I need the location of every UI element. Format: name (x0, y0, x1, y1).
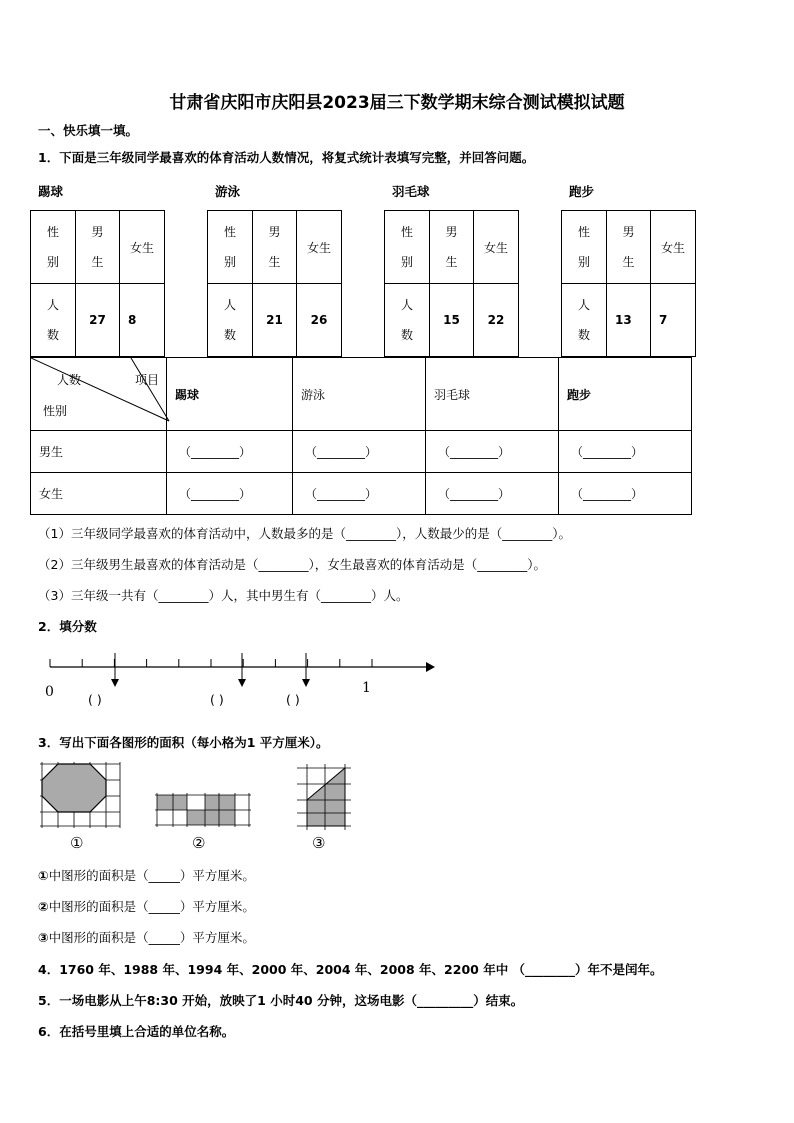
fraction-blank[interactable]: ( ) (88, 692, 102, 707)
header-boys: 男 生 (607, 211, 651, 284)
figure-label-2: ② (192, 834, 206, 852)
question-2: 2．填分数 (38, 619, 97, 634)
header-gender: 性 别 (208, 211, 253, 284)
header-girls: 女生 (474, 211, 519, 284)
shaded-trapezoid (307, 768, 345, 826)
question-6: 6．在括号里填上合适的单位名称。 (38, 1024, 235, 1039)
girls-count: 22 (474, 284, 519, 357)
area-figure-1 (40, 762, 124, 828)
header-boys: 男 生 (253, 211, 297, 284)
question-3: 3．写出下面各图形的面积（每小格为1 平方厘米）。 (38, 735, 329, 750)
answer-blank[interactable]: （________） (293, 431, 426, 473)
girls-count: 7 (651, 284, 696, 357)
corner-label-item: 项目 (135, 373, 160, 387)
row-label-girls: 女生 (31, 473, 167, 515)
table-caption-running: 跑步 (569, 184, 595, 199)
answer-blank[interactable]: （________） (167, 473, 293, 515)
stat-table-badminton (384, 210, 519, 357)
corner-label-gender: 性别 (43, 404, 68, 418)
area-figure-2 (155, 793, 251, 827)
row-label-count: 人 数 (208, 284, 253, 357)
area-figure-3 (297, 764, 351, 834)
answer-blank[interactable]: （________） (559, 473, 692, 515)
fraction-blank[interactable]: ( ) (286, 692, 300, 707)
pointer-arrow (111, 653, 119, 687)
answer-blank[interactable]: （________） (293, 473, 426, 515)
question-5: 5．一场电影从上午8:30 开始，放映了1 小时40 分钟，这场电影（_________）结束。 (38, 993, 524, 1008)
answer-line-1: ①中图形的面积是（_____）平方厘米。 (38, 868, 255, 883)
corner-label-count: 人数 (57, 373, 82, 387)
figure-label-1: ① (70, 834, 84, 852)
number-line (40, 645, 460, 705)
column-header-badminton: 羽毛球 (426, 358, 559, 431)
compound-stat-table (30, 357, 692, 515)
header-boys: 男 生 (430, 211, 474, 284)
number-line-one: 1 (362, 680, 371, 696)
corner-diagonal (31, 358, 174, 431)
column-header-swimming: 游泳 (293, 358, 426, 431)
pointer-arrow (238, 653, 246, 687)
row-label-count: 人 数 (562, 284, 607, 357)
header-girls: 女生 (297, 211, 342, 284)
question-1: 1．下面是三年级同学最喜欢的体育活动人数情况，将复式统计表填写完整，并回答问题。 (38, 150, 535, 165)
corner-header (31, 358, 167, 431)
table-caption-football: 踢球 (38, 184, 64, 199)
header-gender: 性 别 (385, 211, 430, 284)
stat-table-swimming (207, 210, 342, 357)
question-1-part-3: （3）三年级一共有（________）人，其中男生有（________）人。 (38, 588, 409, 603)
number-line-arrowhead (426, 662, 435, 672)
header-gender: 性 别 (562, 211, 607, 284)
question-4: 4．1760 年、1988 年、1994 年、2000 年、2004 年、2008 年、2200 年中 （________）年不是闰年。 (38, 962, 663, 977)
page-title: 甘肃省庆阳市庆阳县2023届三下数学期末综合测试模拟试题 (169, 93, 625, 113)
figure-label-3: ③ (312, 834, 326, 852)
table-caption-swimming: 游泳 (215, 184, 241, 199)
shaded-octagon (42, 764, 106, 812)
column-header-football: 踢球 (167, 358, 293, 431)
answer-blank[interactable]: （________） (426, 431, 559, 473)
fraction-blank[interactable]: ( ) (210, 692, 224, 707)
header-gender: 性 别 (31, 211, 76, 284)
answer-line-3: ③中图形的面积是（_____）平方厘米。 (38, 930, 255, 945)
header-girls: 女生 (651, 211, 696, 284)
boys-count: 21 (253, 284, 297, 357)
section-heading: 一、快乐填一填。 (38, 123, 139, 138)
answer-blank[interactable]: （________） (426, 473, 559, 515)
answer-line-2: ②中图形的面积是（_____）平方厘米。 (38, 899, 255, 914)
boys-count: 15 (430, 284, 474, 357)
stat-table-football (30, 210, 165, 357)
pointer-arrow (302, 653, 310, 687)
stat-table-running (561, 210, 696, 357)
girls-count: 8 (120, 284, 165, 357)
header-girls: 女生 (120, 211, 165, 284)
answer-blank[interactable]: （________） (559, 431, 692, 473)
question-1-part-2: （2）三年级男生最喜欢的体育活动是（________），女生最喜欢的体育活动是（________）。 (38, 557, 546, 572)
answer-blank[interactable]: （________） (167, 431, 293, 473)
row-label-count: 人 数 (31, 284, 76, 357)
row-label-boys: 男生 (31, 431, 167, 473)
number-line-zero: 0 (45, 684, 54, 700)
table-caption-badminton: 羽毛球 (392, 184, 430, 199)
row-label-count: 人 数 (385, 284, 430, 357)
boys-count: 13 (607, 284, 651, 357)
column-header-running: 跑步 (559, 358, 692, 431)
boys-count: 27 (76, 284, 120, 357)
header-boys: 男 生 (76, 211, 120, 284)
girls-count: 26 (297, 284, 342, 357)
question-1-part-1: （1）三年级同学最喜欢的体育活动中，人数最多的是（________），人数最少的是（________）。 (38, 526, 571, 541)
